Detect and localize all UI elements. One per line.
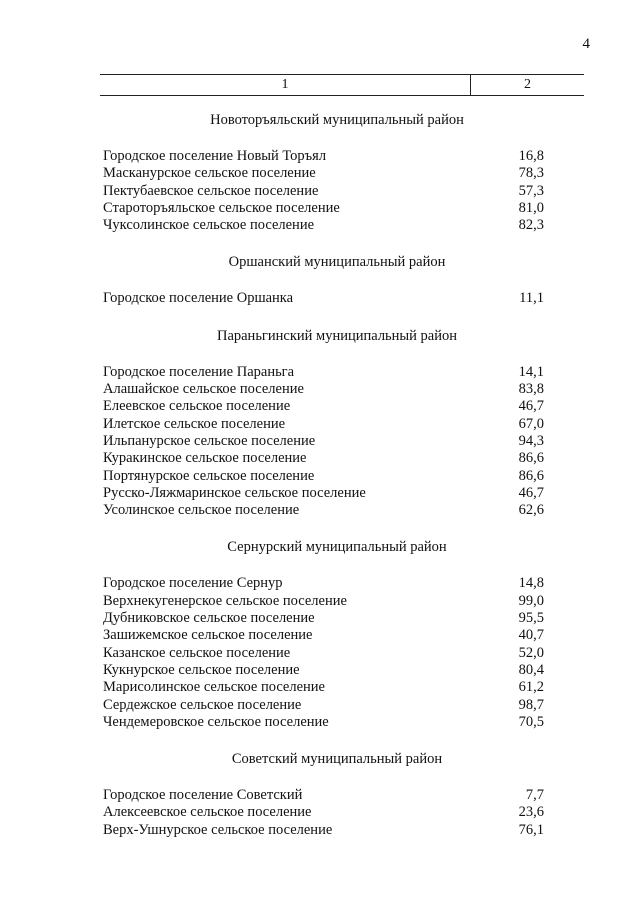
district-title: Новоторъяльский муниципальный район bbox=[210, 112, 464, 128]
settlement-value: 98,7 bbox=[518, 696, 544, 713]
settlement-value: 62,6 bbox=[518, 502, 544, 519]
settlement-name: Староторъяльское сельское поселение bbox=[103, 199, 340, 216]
table-row bbox=[100, 485, 544, 502]
settlement-name: Марисолинское сельское поселение bbox=[103, 679, 325, 696]
table-row bbox=[100, 290, 544, 307]
settlement-name: Чуксолинское сельское поселение bbox=[103, 217, 315, 234]
settlement-value: 14,1 bbox=[518, 363, 544, 380]
settlement-name: Алашайское сельское поселение bbox=[103, 381, 304, 398]
district-list bbox=[100, 110, 544, 857]
settlement-value: 86,6 bbox=[518, 450, 544, 467]
settlement-name: Русско-Ляжмаринское сельское поселение bbox=[103, 484, 366, 501]
page-number: 4 bbox=[582, 36, 590, 52]
settlement-value: 67,0 bbox=[518, 415, 544, 432]
settlement-name: Городское поселение Сернур bbox=[103, 575, 283, 592]
settlement-name: Алексеевское сельское поселение bbox=[103, 804, 312, 821]
settlement-name: Илетское сельское поселение bbox=[103, 415, 286, 432]
settlement-value: 16,8 bbox=[518, 148, 544, 164]
settlement-name: Кукнурское сельское поселение bbox=[103, 661, 300, 678]
column-header-1: 1 bbox=[100, 75, 471, 95]
table-row bbox=[100, 610, 544, 627]
table-row bbox=[100, 697, 544, 714]
settlement-value: 14,8 bbox=[518, 575, 544, 592]
settlement-name: Куракинское сельское поселение bbox=[103, 450, 307, 467]
settlement-name: Городское поселение Оршанка bbox=[103, 290, 294, 307]
settlement-name: Казанское сельское поселение bbox=[103, 644, 291, 661]
settlement-name: Дубниковское сельское поселение bbox=[103, 610, 315, 627]
settlement-value: 70,5 bbox=[518, 713, 544, 730]
table-row bbox=[100, 787, 544, 804]
district-title: Параньгинский муниципальный район bbox=[216, 327, 458, 344]
settlement-value: 81,0 bbox=[518, 199, 544, 216]
table-row bbox=[100, 200, 544, 217]
table-row bbox=[100, 364, 544, 381]
table-header bbox=[100, 74, 584, 96]
settlement-name: Елеевское сельское поселение bbox=[103, 398, 291, 415]
settlement-value: 23,6 bbox=[518, 804, 544, 821]
settlement-value: 95,5 bbox=[518, 610, 544, 627]
settlement-name: Зашижемское сельское поселение bbox=[103, 627, 313, 644]
settlement-value: 40,7 bbox=[518, 627, 544, 644]
table-row bbox=[100, 217, 544, 234]
settlement-value: 7,7 bbox=[525, 787, 544, 804]
settlement-name: Сердежское сельское поселение bbox=[103, 696, 302, 713]
settlement-name: Городское поселение Новый Торъял bbox=[103, 148, 327, 164]
table-row bbox=[100, 575, 544, 592]
district-title: Советский муниципальный район bbox=[231, 751, 443, 768]
district-title: Сернурский муниципальный район bbox=[227, 539, 447, 556]
settlement-value: 82,3 bbox=[518, 217, 544, 234]
settlement-value: 46,7 bbox=[518, 398, 544, 415]
table-row bbox=[100, 662, 544, 679]
settlement-name: Городское поселение Параньга bbox=[103, 363, 295, 380]
table-row bbox=[100, 398, 544, 415]
table-row bbox=[100, 804, 544, 821]
table-row bbox=[100, 433, 544, 450]
settlement-value: 94,3 bbox=[518, 432, 544, 449]
table-row bbox=[100, 822, 544, 839]
settlement-value: 52,0 bbox=[518, 644, 544, 661]
table-row bbox=[100, 714, 544, 731]
column-header-2: 2 bbox=[524, 77, 531, 92]
table-row bbox=[100, 416, 544, 433]
settlement-name: Верхнекугенерское сельское поселение bbox=[103, 592, 347, 609]
settlement-value: 78,3 bbox=[518, 165, 544, 182]
table-row bbox=[100, 183, 544, 200]
settlement-name: Пектубаевское сельское поселение bbox=[103, 182, 319, 199]
settlement-value: 99,0 bbox=[518, 592, 544, 609]
settlement-name: Масканурское сельское поселение bbox=[103, 165, 316, 182]
settlement-name: Чендемеровское сельское поселение bbox=[103, 713, 329, 730]
table-row bbox=[100, 468, 544, 485]
district-title: Оршанский муниципальный район bbox=[228, 254, 446, 271]
table-row bbox=[100, 502, 544, 519]
table-row bbox=[100, 148, 544, 165]
settlement-name: Усолинское сельское поселение bbox=[103, 502, 300, 519]
settlement-value: 83,8 bbox=[518, 381, 544, 398]
settlement-value: 86,6 bbox=[518, 467, 544, 484]
settlement-name: Ильпанурское сельское поселение bbox=[103, 432, 316, 449]
settlement-value: 80,4 bbox=[518, 661, 544, 678]
settlement-value: 57,3 bbox=[518, 182, 544, 199]
settlement-value: 76,1 bbox=[518, 821, 544, 838]
table-row bbox=[100, 627, 544, 644]
table-row bbox=[100, 381, 544, 398]
settlement-name: Портянурское сельское поселение bbox=[103, 467, 315, 484]
settlement-value: 61,2 bbox=[518, 679, 544, 696]
table-row bbox=[100, 593, 544, 610]
table-row bbox=[100, 645, 544, 662]
table-row bbox=[100, 450, 544, 467]
settlement-value: 46,7 bbox=[518, 484, 544, 501]
settlement-name: Городское поселение Советский bbox=[103, 787, 303, 804]
table-row bbox=[100, 165, 544, 182]
table-row bbox=[100, 679, 544, 696]
settlement-value: 11,1 bbox=[519, 290, 544, 307]
settlement-name: Верх-Ушнурское сельское поселение bbox=[103, 821, 333, 838]
